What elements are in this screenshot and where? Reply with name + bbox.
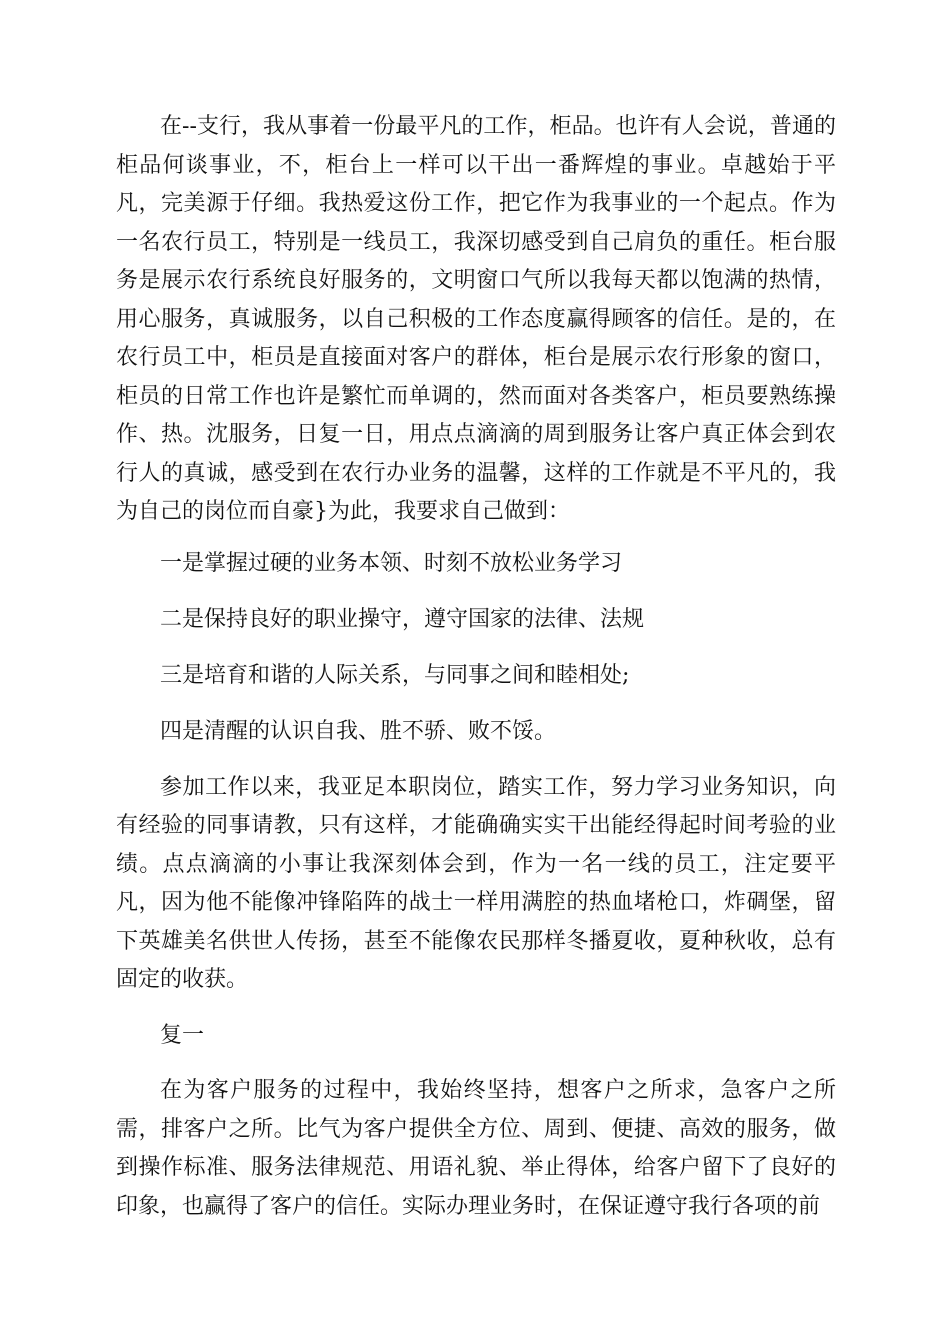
paragraph-1: 在--支行，我从事着一份最平凡的工作，柜品。也许有人会说，普通的柜品何谈事业，不，柜台上一样可以干出一番辉煌的事业。卓越始于平凡，完美源于仔细。我热爱这份工作，把它作为我事业的一个起点。作为一名农行员工，特别是一线员工，我深切感受到自己肩负的重任。柜台服务是展示农行系统良好服务的，文明窗口气所以我每天都以饱满的热情，用心服务，真诚服务，以自己积极的工作态度赢得顾客的信任。是的，在农行员工中，柜员是直接面对客户的群体，柜台是展示农行形象的窗口，柜员的日常工作也许是繁忙而单调的，然而面对各类客户，柜员要熟练操作、热。沈服务，日复一日，用点点滴滴的周到服务让客户真正体会到农行人的真诚，感受到在农行办业务的温馨，这样的工作就是不平凡的，我为自己的岗位而自豪}为此，我要求自己做到： (116, 114, 836, 524)
paragraph-spacer (116, 751, 836, 769)
list-item-3: 三是培育和谐的人际关系，与同事之间和睦相处; (160, 662, 630, 688)
list-item-4: 四是清醒的认识自我、胜不骄、败不馁。 (160, 718, 557, 744)
list-item-2: 二是保持良好的职业操守，遵守国家的法律、法规 (160, 606, 645, 632)
document-body (116, 108, 836, 1226)
list-spacer (116, 583, 836, 601)
section-note: 复一 (160, 1022, 205, 1048)
list-item-1: 一是掌握过硬的业务本领、时刻不放松业务学习 (160, 550, 623, 576)
list-spacer (116, 639, 836, 657)
paragraph-3: 在为客户服务的过程中，我始终坚持，想客户之所求，急客户之所需，排客户之所。比气为客户提供全方位、周到、便捷、高效的服务，做到操作标准、服务法律规范、用语礼貌、举止得体，给客户留下了良好的印象，也赢得了客户的信任。实际办理业务时，在保证遵守我行各项的前 (116, 1078, 836, 1219)
paragraph-2: 参加工作以来，我亚足本职岗位，踏实工作，努力学习业务知识，向有经验的同事请教，只有这样，才能确确实实干出能经得起时间考验的业绩。点点滴滴的小事让我深刻体会到，作为一名一线的员工，注定要平凡，因为他不能像冲锋陷阵的战士一样用满腔的热血堵枪口，炸碉堡，留下英雄美名供世人传扬，甚至不能像农民那样冬播夏收，夏种秋收，总有固定的收获。 (116, 774, 836, 992)
paragraph-spacer (116, 1000, 836, 1017)
paragraph-spacer (116, 1055, 836, 1072)
list-spacer (116, 695, 836, 713)
